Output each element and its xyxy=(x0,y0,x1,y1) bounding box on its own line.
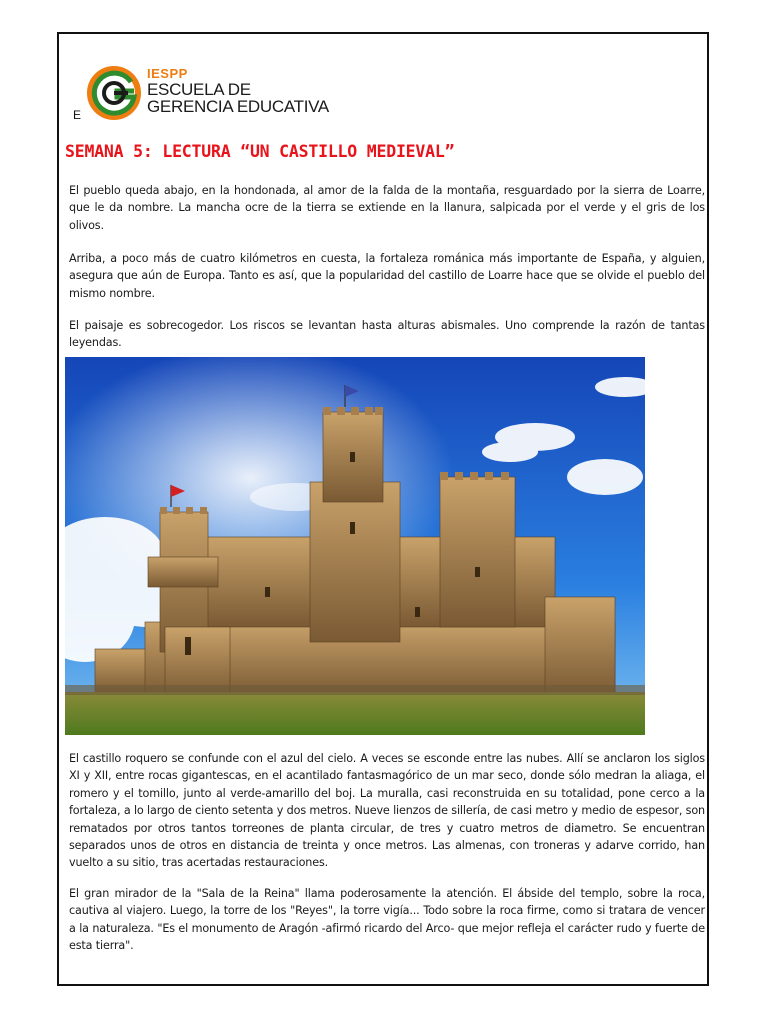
logo-acronym: IESPP xyxy=(147,66,188,81)
paragraph-3: El paisaje es sobrecogedor. Los riscos se levantan hasta alturas abismales. Uno comprende la razón de tantas leyendas. xyxy=(69,319,705,350)
paragraph-2: Arriba, a poco más de cuatro kilómetros en cuesta, la fortaleza románica más importante de España, y alguien, asegura que aún de Europa. Tanto es así, que la popularidad del castillo de Loarre hace que se olvide el pueblo del mismo nombre. xyxy=(69,252,705,300)
document-page xyxy=(57,32,709,986)
paragraph-1: El pueblo queda abajo, en la hondonada, al amor de la falda de la montaña, resguardado por la sierra de Loarre, que le da nombre. La mancha ocre de la tierra se extiende en la llanura, salpicada por el verde y el gris de los olivos. xyxy=(69,184,705,232)
logo-ge-icon xyxy=(87,66,141,120)
logo-line-2: GERENCIA EDUCATIVA xyxy=(147,97,329,116)
paragraph-4: El castillo roquero se confunde con el azul del cielo. A veces se esconde entre las nubes. Allí se anclaron los siglos XI y XII, entre rocas gigantescas, en el acantilado fantasmagórico de un mar seco, donde sólo medran la aliaga, el romero y el tomillo, junto al verde-amarillo del boj. La muralla, casi reconstruida en su totalidad, pone cerco a la fortaleza, a lo largo de ciento setenta y dos metros. Nueve lienzos de sillería, de casi metro y medio de espesor, son rematados por otros tantos torreones de planta circular, de tres y cuatro metros de diametro. Se encuentran separados unos de otros en distancia de treinta y once metros. Las almenas, con troneras y adarve corrido, han vuelto a su sitio, tras acertadas restauraciones. xyxy=(69,752,705,870)
page-title: SEMANA 5: LECTURA “UN CASTILLO MEDIEVAL” xyxy=(65,142,455,161)
logo-line-1: ESCUELA DE xyxy=(147,80,251,99)
logo-prefix: E xyxy=(73,108,82,122)
castle-photo xyxy=(65,357,645,735)
paragraph-5: El gran mirador de la "Sala de la Reina" llama poderosamente la atención. El ábside del templo, sobre la roca, cautiva al viajero. Luego, la torre de los "Reyes", la torre vigía... Todo sobre la roca firme, como si tratara de vencer a la naturaleza. "Es el monumento de Aragón -afirmó ricardo del Arco- que mejor refleja el carácter rudo y fuerte de esta tierra". xyxy=(69,887,705,953)
school-logo xyxy=(73,56,353,128)
